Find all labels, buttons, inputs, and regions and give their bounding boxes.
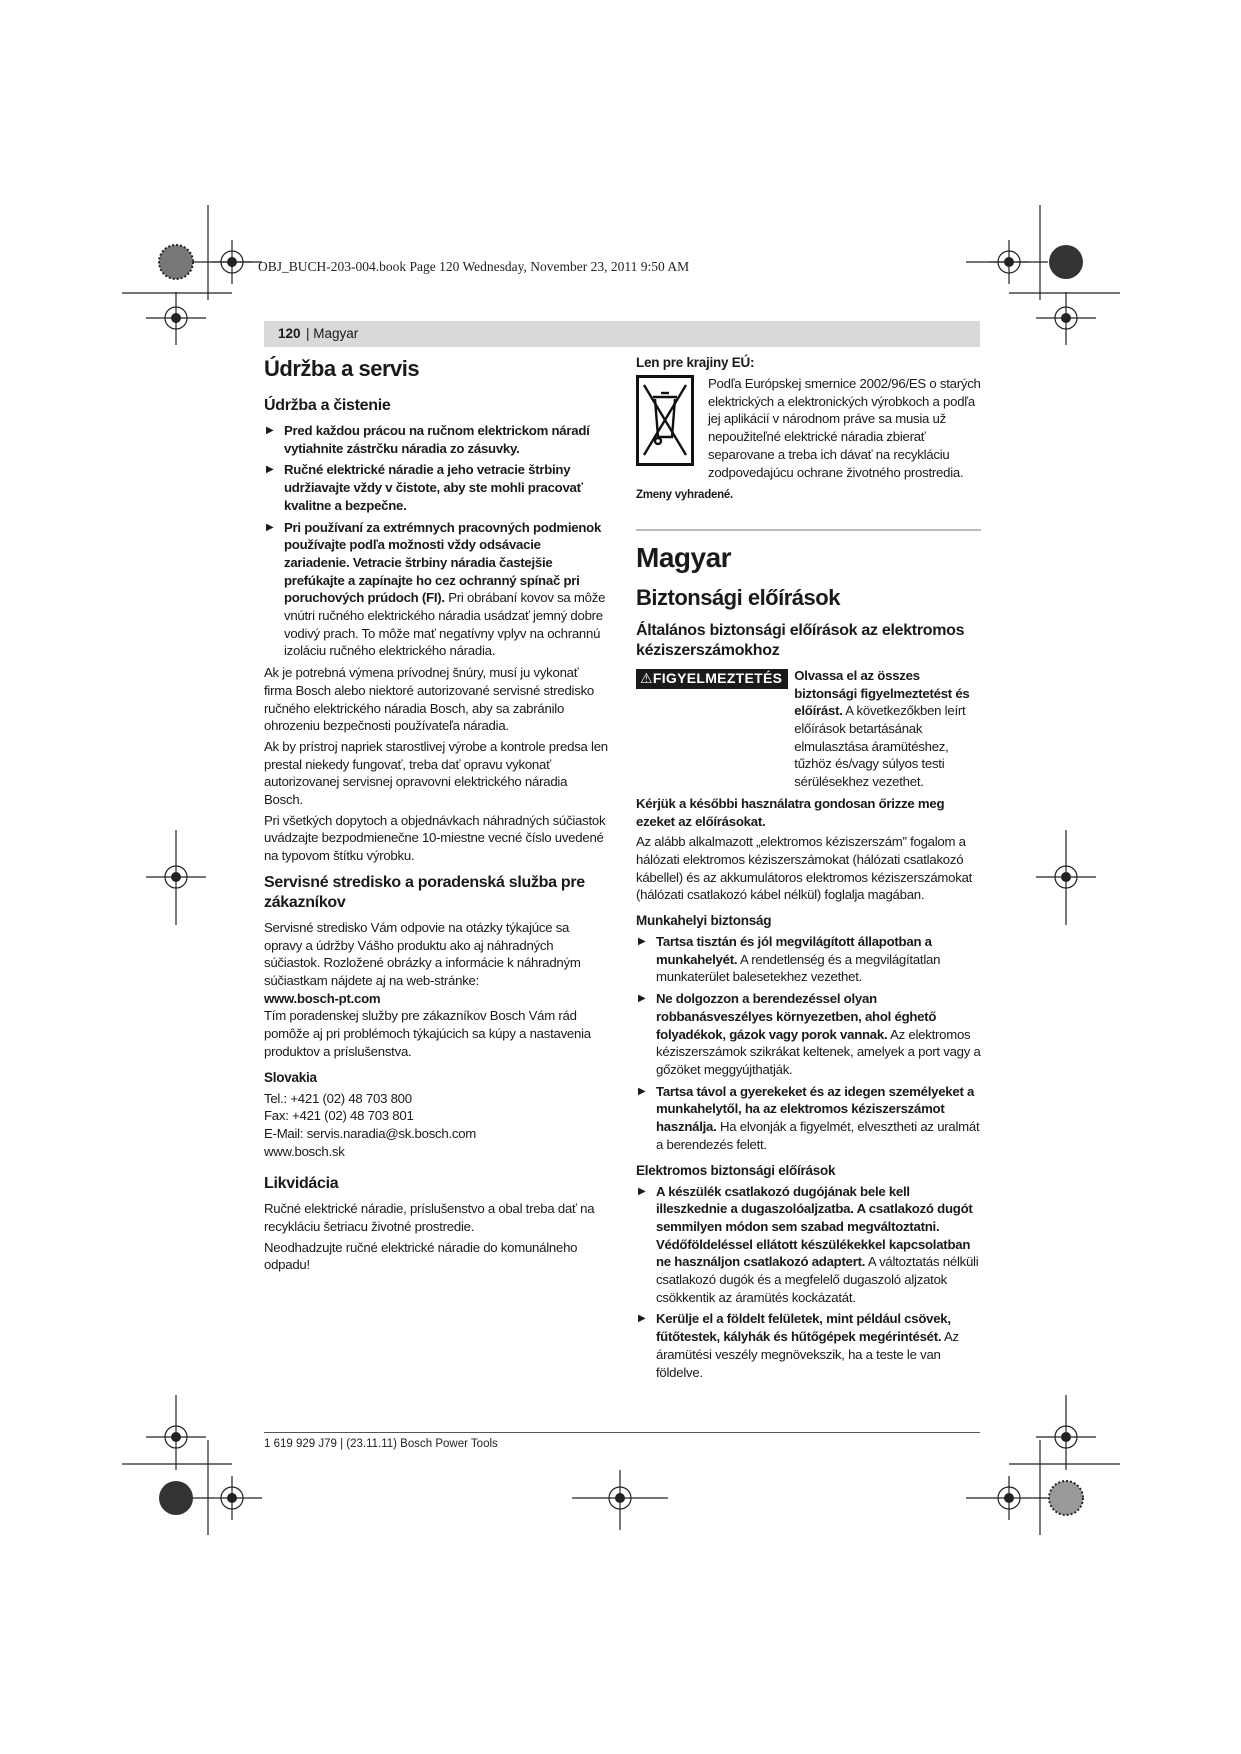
header-language: | Magyar — [306, 326, 359, 341]
weee-block — [636, 375, 981, 481]
paragraph-disposal-recycling: Ručné elektrické náradie, príslušenstvo a obal treba dať na recykláciu šetriacu životné prostredie. — [264, 1201, 595, 1235]
section-divider — [636, 529, 981, 531]
bullet-plain-text: Ha elvonják a figyelmét, elvesztheti az uralmát a berendezés felett. — [656, 1119, 980, 1152]
bullet-plain-text: A változtatás nélküli csatlakozó dugók és a megfelelő dugaszoló aljzatok csökkentik az áramütés kockázatát. — [656, 1254, 979, 1305]
warning-triangle-icon: ⚠ — [640, 669, 653, 686]
bullet-text — [656, 1310, 981, 1381]
paragraph-cord-replacement: Ak je potrebná výmena prívodnej šnúry, musí ju vykonať firma Bosch alebo niektoré autorizované servisné stredisko ručného elektrického náradia Bosch, aby sa zabránilo ohrozeniu bezpečnosti používateľa náradia. — [264, 665, 595, 734]
warning-badge-label: FIGYELMEZTETÉS — [652, 669, 783, 686]
crossed-out-bin-icon — [636, 375, 694, 467]
bullet-arrow-icon: ▶ — [266, 521, 274, 533]
heading-eu-only: Len pre krajiny EÚ: — [636, 355, 755, 370]
bullet-plain-text: Az elektromos kéziszerszámok szikrákat keltenek, amelyek a port vagy a gőzöket meggyújthatják. — [656, 1026, 981, 1077]
bullet-arrow-icon: ▶ — [638, 993, 646, 1005]
paragraph-keep-instructions: Kérjük a későbbi használatra gondosan őrizze meg ezeket az előírásokat. — [636, 795, 945, 829]
running-header — [264, 321, 980, 347]
paragraph-repair: Ak by prístroj napriek starostlivej výrobe a kontrole predsa len prestal niekedy fungovať, treba dať opravu vykonať autorizovanej servisnej opravovni elektrického náradia Bosch. — [264, 738, 608, 808]
bullet-arrow-icon: ▶ — [266, 425, 274, 436]
paragraph-customer-advice: Tím poradenskej služby pre zákazníkov Bosch Vám rád pomôže aj pri problémoch týkajúcich sa kúpy a nastavenia produktov a príslušenstva. — [264, 1008, 591, 1059]
left-column — [264, 352, 609, 1277]
language-section-title: Magyar — [636, 541, 732, 573]
bullet-text — [656, 1183, 981, 1307]
website-link[interactable]: www.bosch.sk — [264, 1143, 345, 1159]
phone-number: Tel.: +421 (02) 48 703 800 — [264, 1090, 412, 1106]
bullet-text: Ručné elektrické náradie a jeho vetracie štrbiny udržiavajte vždy v čistote, aby ste mohli pracovať kvalitne a bezpečne. — [284, 462, 583, 513]
heading-electrical-safety: Elektromos biztonsági előírások — [636, 1162, 836, 1178]
bullet-arrow-icon: ▶ — [638, 1185, 646, 1197]
bullet-item — [636, 1083, 981, 1154]
bullet-text — [284, 519, 609, 661]
page-number: 120 — [278, 326, 301, 341]
bullet-item — [264, 461, 609, 514]
page-footer: 1 619 929 J79 | (23.11.11) Bosch Power Tools — [264, 1438, 498, 1450]
paragraph-term-definition: Az alább alkalmazott „elektromos kéziszerszám” fogalom a hálózati elektromos kéziszerszámokat (hálózati csatlakozó kábellel) és az akkumulátoros elektromos kéziszerszámokat (hálózati csatlakozó kábel nélkül) foglalja magában. — [636, 834, 973, 903]
bullet-bold-text: Tartsa tisztán és jól megvilágított állapotban a munkahelyét. — [656, 934, 932, 967]
weee-text: Podľa Európskej smernice 2002/96/ES o starých elektrických a elektronických výrobkoch a podľa jej aplikácií v národnom práve sa musia už nepoužiteľné elektrické náradia zbierať separovane a treba ich dávať na recykláciu zodpovedajúcu ochrane životného prostredia. — [708, 376, 981, 480]
print-slug-line: OBJ_BUCH-203-004.book Page 120 Wednesday, November 23, 2011 9:50 AM — [258, 259, 690, 274]
bullet-bold-text: Ne dolgozzon a berendezéssel olyan robbanásveszélyes környezetben, ahol éghető folyadékok, gázok vagy porok vannak. — [656, 991, 937, 1042]
bullet-item — [636, 990, 981, 1079]
bullet-bold-text: Tartsa távol a gyerekeket és az idegen személyeket a munkahelytől, ha az elektromos kéziszerszámot használja. — [656, 1083, 975, 1135]
warning-plain-text: A következőkben leírt előírások betartásának elmulasztása áramütéshez, tűzhöz és/vagy súlyos testi sérülésekhez vezethet. — [794, 703, 966, 790]
bullet-item — [636, 1183, 981, 1307]
fax-number: Fax: +421 (02) 48 703 801 — [264, 1108, 414, 1124]
bullet-arrow-icon: ▶ — [638, 1085, 646, 1097]
bullet-bold-text: Pri používaní za extrémnych pracovných podmienok používajte podľa možnosti vždy odsávacie zariadenie. Vetracie štrbiny náradia častejšie prefúkajte a zapínajte ho cez ochranný spínač pri poruchových prúdoch (FI). — [284, 519, 602, 606]
bullet-arrow-icon: ▶ — [638, 1313, 646, 1325]
right-column — [636, 352, 981, 1385]
bullet-text — [656, 933, 981, 986]
bullet-plain-text: Pri obrábaní kovov sa môže vnútri ručného elektrického náradia usádzať jemný dobre vodivý prach. To môže mať negatívny vplyv na ochrannú izoláciu ručného elektrického náradia. — [284, 590, 606, 659]
section-title-maintenance: Údržba a servis — [264, 356, 420, 381]
bullet-text — [656, 990, 981, 1079]
country-label: Slovakia — [264, 1069, 317, 1085]
footer-rule — [264, 1432, 980, 1433]
safety-title: Biztonsági előírások — [636, 584, 840, 610]
bullet-bold-text: Kerülje el a földelt felületek, mint például csövek, fűtőtestek, kályhák és hűtőgépek megérintését. — [656, 1311, 951, 1345]
service-website-link[interactable]: www.bosch-pt.com — [264, 990, 381, 1006]
heading-general-safety: Általános biztonsági előírások az elektromos kéziszerszámokhoz — [636, 621, 965, 659]
bullet-arrow-icon: ▶ — [638, 936, 646, 948]
bullet-text: Pred každou prácou na ručnom elektrickom náradí vytiahnite zástrčku náradia zo zásuvky. — [284, 423, 590, 456]
bullet-plain-text: Az áramütési veszély megnövekszik, ha a teste le van földelve. — [656, 1329, 959, 1380]
warning-badge — [636, 669, 788, 689]
heading-service-center: Servisné stredisko a poradenská služba pre zákazníkov — [264, 873, 585, 911]
bullet-bold-text: A készülék csatlakozó dugójának bele kell illeszkednie a dugaszolóaljzatba. A csatlakozó dugót semmilyen módon sem szabad megváltoztatni. Védőföldeléssel ellátott készülékekkel kapcsolatban ne használjon csatlakozó adaptert. — [656, 1183, 973, 1270]
warning-text — [794, 667, 981, 791]
warning-bold-text: Olvassa el az összes biztonsági figyelmeztetést és előírást. — [794, 667, 970, 719]
bullet-item — [264, 422, 609, 457]
bullet-item — [636, 1310, 981, 1381]
heading-maintenance-cleaning: Údržba a čistenie — [264, 397, 391, 414]
email-address[interactable]: E-Mail: servis.naradia@sk.bosch.com — [264, 1125, 477, 1141]
warning-row — [636, 667, 981, 791]
changes-reserved: Zmeny vyhradené. — [636, 489, 733, 502]
bullet-item — [264, 519, 609, 661]
heading-workplace-safety: Munkahelyi biztonság — [636, 913, 772, 929]
header-language-label: Magyar — [313, 326, 359, 341]
paragraph-service: Servisné stredisko Vám odpovie na otázky týkajúce sa opravy a údržby Vášho produktu ako aj náhradných súčiastok. Rozložené obrázky a informácie k náhradným súčiastkam nájdete aj na web-stránke: — [264, 919, 581, 988]
bullet-plain-text: A rendetlenség és a megvilágítatlan munkaterület balesetekhez vezethet. — [656, 951, 941, 985]
heading-disposal: Likvidácia — [264, 1175, 339, 1193]
paragraph-disposal-household: Neodhadzujte ručné elektrické náradie do komunálneho odpadu! — [264, 1239, 578, 1273]
paragraph-spare-parts: Pri všetkých dopytoch a objednávkach náhradných súčiastok uvádzajte bezpodmienečne 10-miestne vecné číslo uvedené na typovom štítku výrobku. — [264, 812, 606, 864]
bullet-text — [656, 1083, 981, 1154]
bullet-arrow-icon: ▶ — [266, 464, 274, 476]
bullet-item — [636, 933, 981, 986]
